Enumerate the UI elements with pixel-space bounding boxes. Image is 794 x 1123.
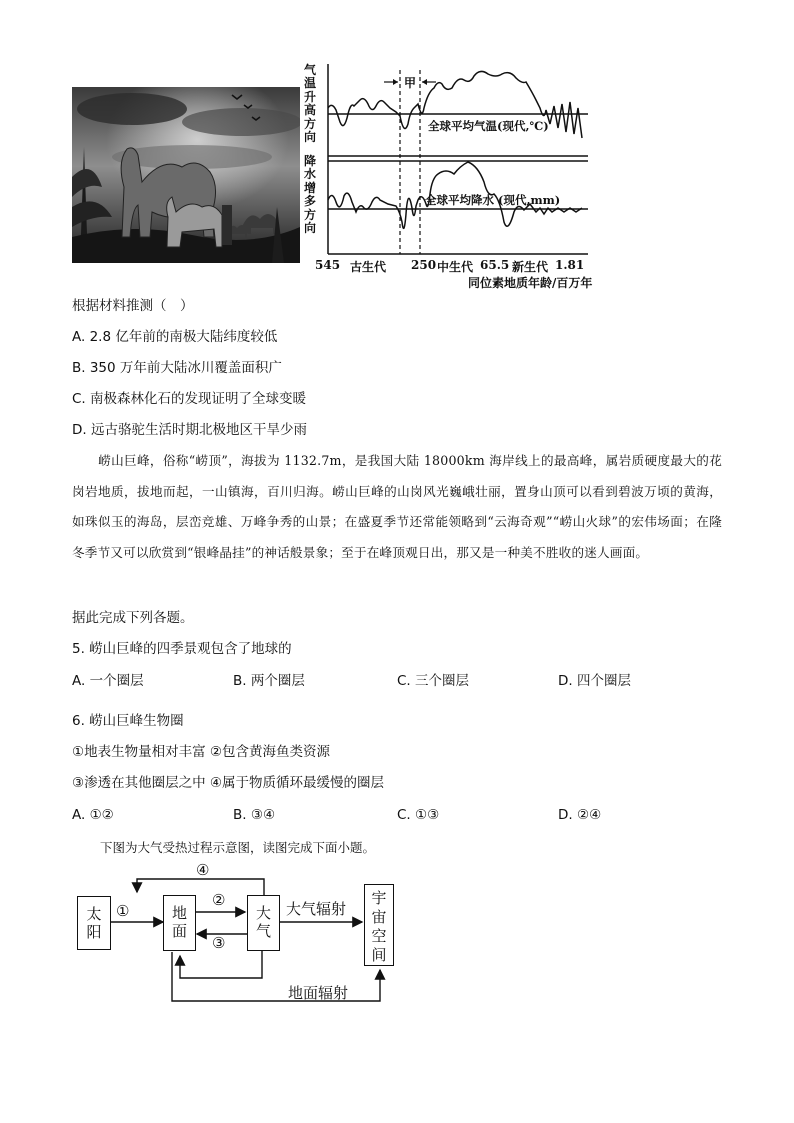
q6-option-c[interactable]: C. ①③ <box>397 807 440 823</box>
box-space <box>364 884 394 966</box>
q6-stem: 6. 崂山巨峰生物圈 <box>72 713 184 729</box>
x-tick-545: 545 <box>315 258 341 272</box>
diagram-arrows <box>70 858 410 1008</box>
box-space-label: 宇宙空间 <box>371 889 387 964</box>
temp-line-label: 全球平均气温(现代,℃) <box>428 119 549 133</box>
geologic-climate-chart <box>318 62 590 262</box>
figure-2-heating-diagram <box>70 858 410 1008</box>
label-3: ③ <box>212 934 226 952</box>
q6-statements-2: ③渗透在其他圈层之中 ④属于物质循环最缓慢的圈层 <box>72 775 384 791</box>
q5-option-d[interactable]: D. 四个圈层 <box>558 673 631 689</box>
q6-option-d[interactable]: D. ②④ <box>558 807 602 823</box>
q6-option-a[interactable]: A. ①② <box>72 807 114 823</box>
passage-laoshan <box>72 446 722 568</box>
passage-text: 崂山巨峰，俗称“崂顶”，海拔为 1132.7m，是我国大陆 18000km 海岸线上的最高峰，属岩质硬度最大的花岗岩地质，拔地而起，一山镇海，百川归海。崂山巨峰的山岗风光巍峨壮丽，置身山顶可以看到碧波万顷的黄海，如珠似玉的海岛，层峦竞雄、万峰争秀的山景；在盛夏季节还常能领略到“云海奇观”“崂山火球”的宏伟场面；在隆冬季节又可以欣赏到“银峰晶挂”的神话般景象；至于在峰顶观日出，那又是一种美不胜收的迷人画面。 <box>72 453 722 560</box>
box-sun <box>77 896 111 950</box>
x-tick-1-81: 1.81 <box>555 258 585 272</box>
option-c[interactable]: C. 南极森林化石的发现证明了全球变暖 <box>72 391 307 407</box>
box-ground-label: 地面 <box>171 904 187 940</box>
arrow-ground-rad <box>172 952 380 1001</box>
arrow-4 <box>137 879 264 896</box>
q6-statements-1: ①地表生物量相对丰富 ②包含黄海鱼类资源 <box>72 744 330 760</box>
option-b[interactable]: B. 350 万年前大陆冰川覆盖面积广 <box>72 360 282 376</box>
label-1: ① <box>116 902 130 920</box>
q5-option-b[interactable]: B. 两个圈层 <box>233 673 305 689</box>
x-tick-65-5: 65.5 <box>480 258 510 272</box>
label-4: ④ <box>196 861 210 879</box>
precip-line-label: 全球平均降水 (现代,mm) <box>425 193 561 207</box>
jia-label: 甲 <box>404 76 417 90</box>
q6-option-b[interactable]: B. ③④ <box>233 807 276 823</box>
era-mesozoic: 中生代 <box>437 260 474 274</box>
era-cenozoic: 新生代 <box>512 260 549 274</box>
q5-option-a[interactable]: A. 一个圈层 <box>72 673 144 689</box>
arrow-atmos-back <box>180 950 262 978</box>
box-ground <box>163 895 196 951</box>
figure-2-caption: 下图为大气受热过程示意图，读图完成下面小题。 <box>100 840 376 855</box>
option-d[interactable]: D. 远古骆驼生活时期北极地区干旱少雨 <box>72 422 307 438</box>
question-intro: 根据材料推测（ ） <box>72 298 194 314</box>
x-axis-title: 同位素地质年龄/百万年 <box>468 276 593 290</box>
box-atmosphere <box>247 895 280 951</box>
label-atmos-radiation: 大气辐射 <box>286 900 347 918</box>
ancient-camels-photo <box>72 87 300 263</box>
label-ground-radiation: 地面辐射 <box>288 984 349 1002</box>
box-sun-label: 太阳 <box>86 905 102 941</box>
y-label-temperature: 气温升高方向 <box>303 63 316 145</box>
box-atmosphere-label: 大气 <box>255 904 271 940</box>
passage-instruction: 据此完成下列各题。 <box>72 610 194 626</box>
q5-stem: 5. 崂山巨峰的四季景观包含了地球的 <box>72 641 292 657</box>
label-2: ② <box>212 891 226 909</box>
era-paleozoic: 古生代 <box>350 260 387 274</box>
figure-1 <box>70 62 610 292</box>
x-tick-250: 250 <box>411 258 437 272</box>
y-label-precipitation: 降水增多方向 <box>303 154 316 236</box>
q5-option-c[interactable]: C. 三个圈层 <box>397 673 470 689</box>
option-a[interactable]: A. 2.8 亿年前的南极大陆纬度较低 <box>72 329 278 345</box>
